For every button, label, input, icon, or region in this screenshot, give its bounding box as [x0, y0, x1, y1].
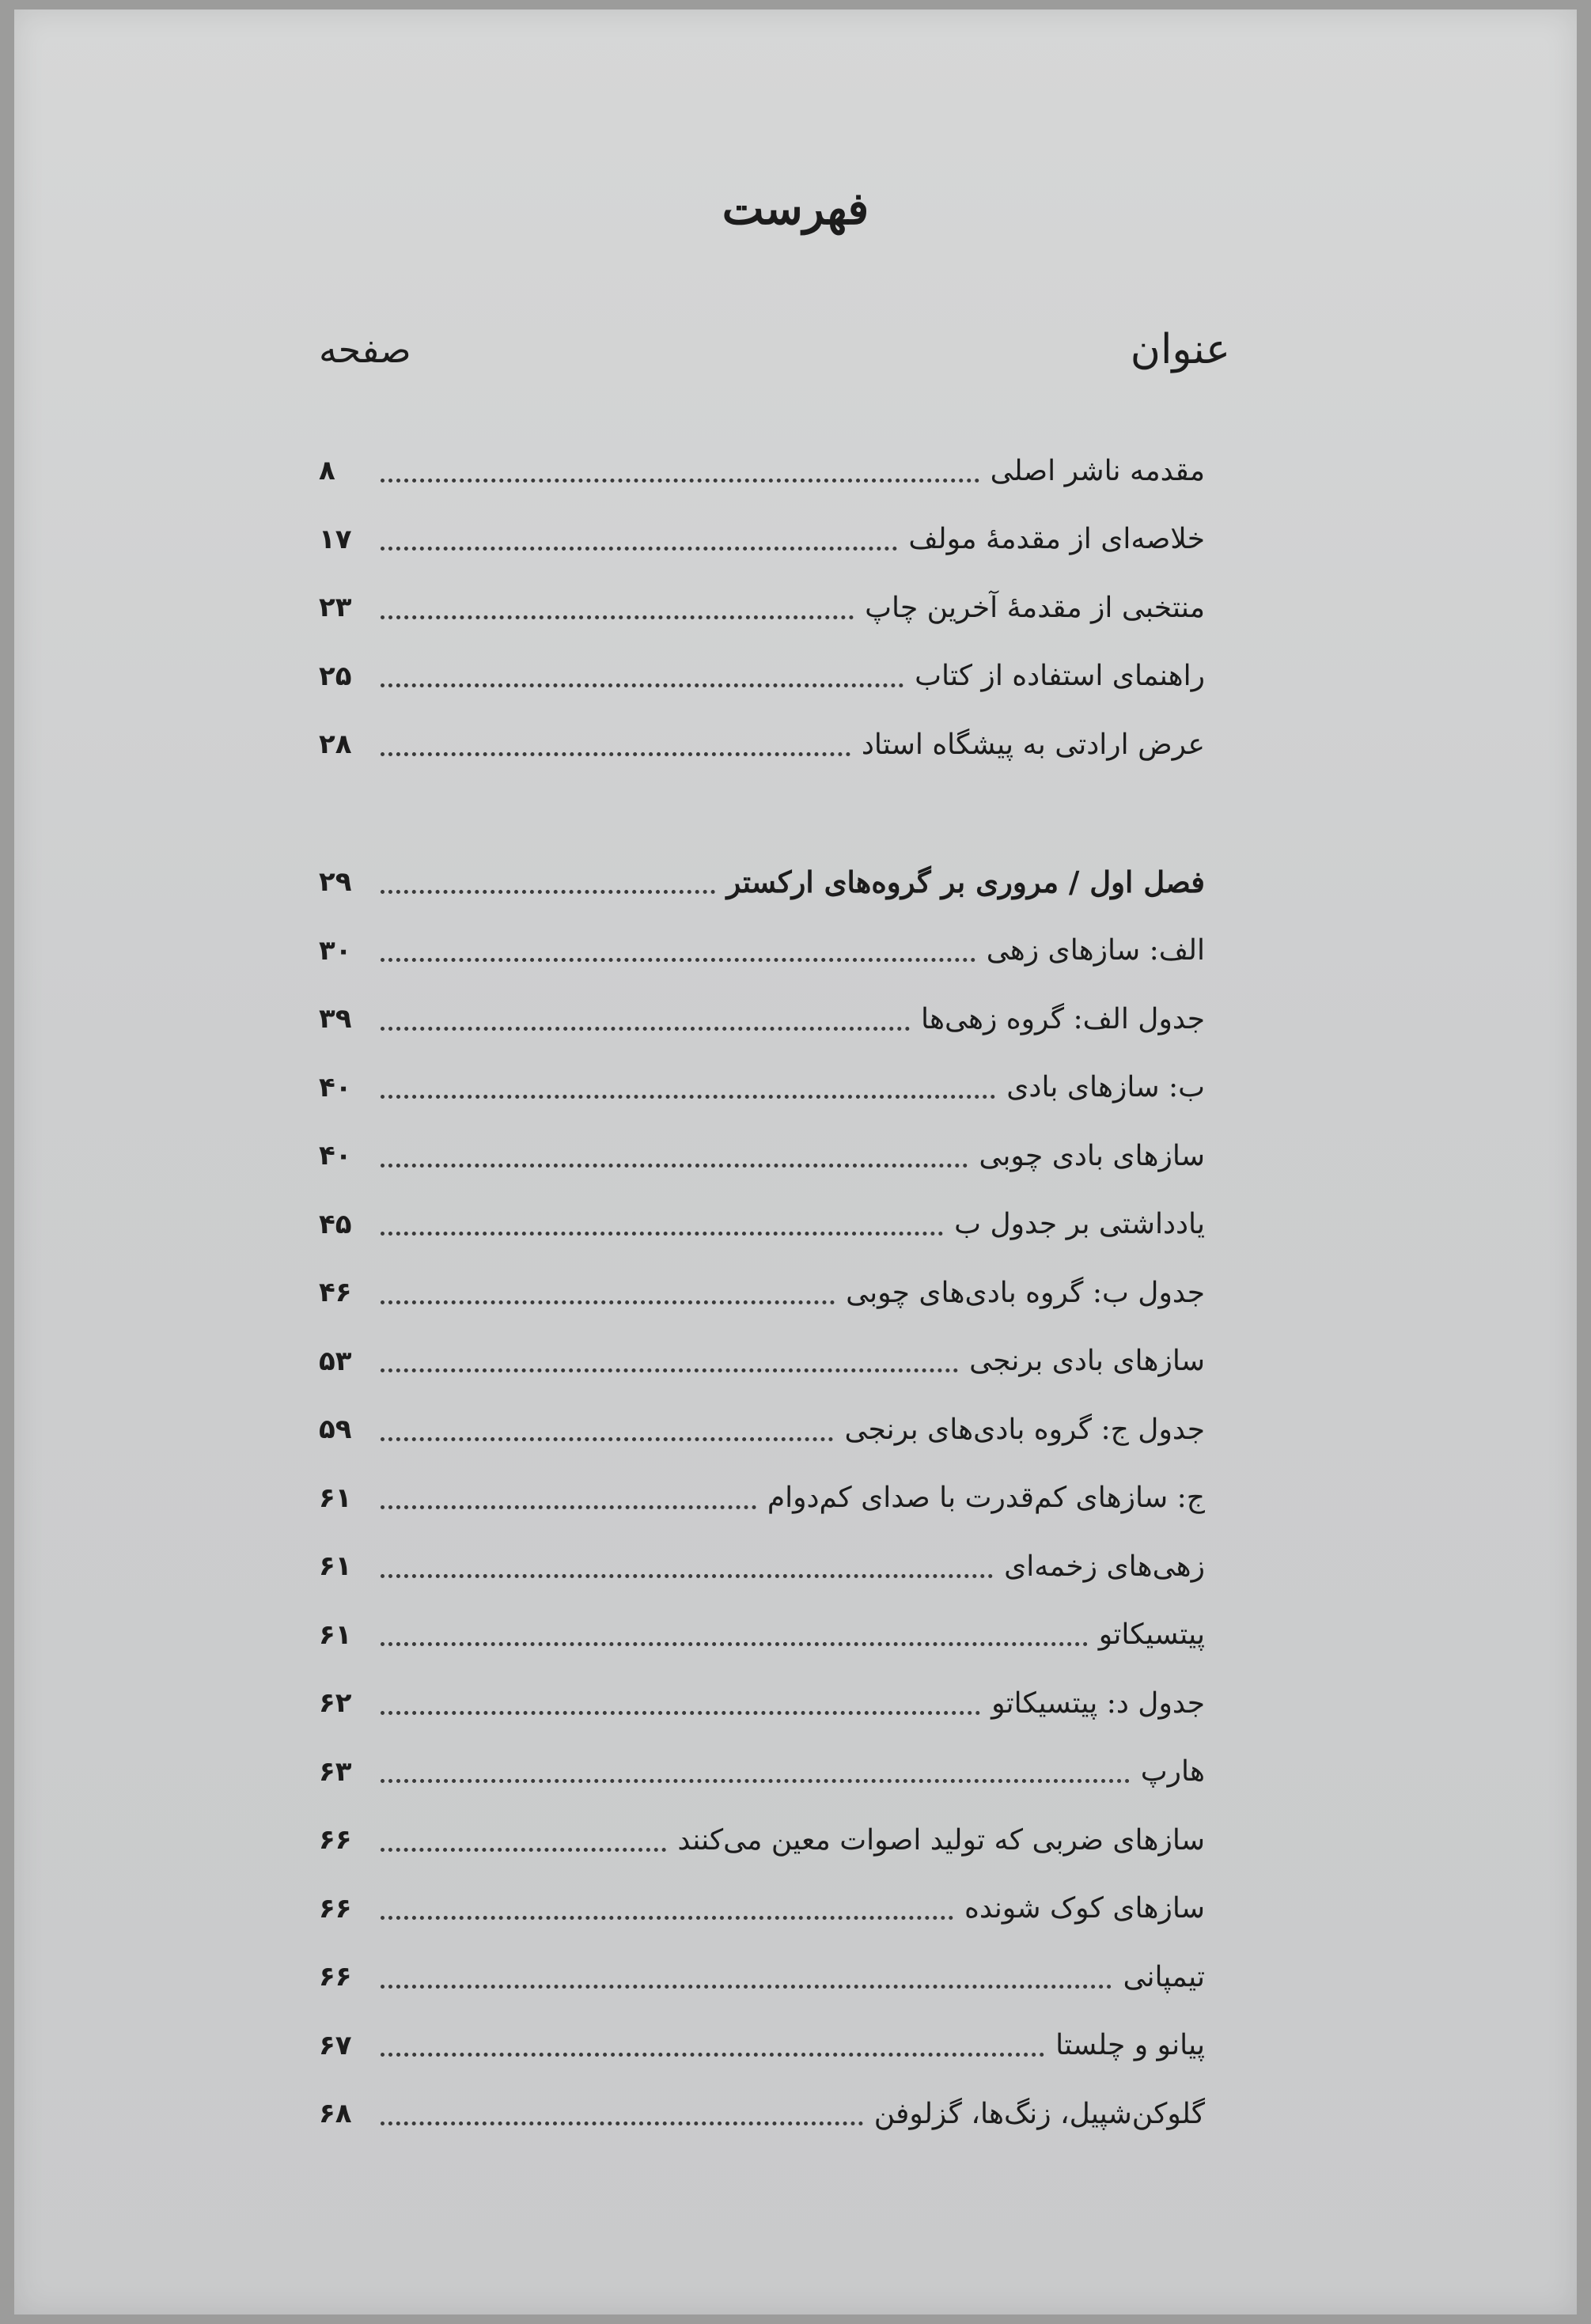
- dot-leader: [381, 1095, 995, 1099]
- toc-entry-label: پیانو و چلستا: [1055, 2029, 1205, 2062]
- toc-entry-page: ۲۸: [319, 729, 352, 761]
- dot-leader: [381, 1300, 835, 1304]
- toc-entry-label: گلوکن‌شپیل، زنگ‌ها، گزلوفن: [873, 2097, 1205, 2130]
- toc-entry-label: منتخبی از مقدمهٔ آخرین چاپ: [865, 591, 1205, 624]
- toc-entry: [319, 1875, 1205, 1944]
- dot-leader: [381, 1848, 666, 1852]
- toc-entry-label: پیتسیکاتو: [1098, 1618, 1205, 1652]
- dot-leader: [381, 615, 854, 619]
- dot-leader: [381, 752, 850, 756]
- dot-leader: [381, 1985, 1112, 1989]
- dot-leader: [381, 547, 897, 551]
- dot-leader: [381, 958, 975, 962]
- chapter-one-list: [319, 848, 1205, 2148]
- toc-entry: [319, 1738, 1205, 1807]
- toc-chapter-heading: [319, 848, 1205, 917]
- toc-entry-label: تیمپانی: [1123, 1960, 1205, 1993]
- toc-entry-label: ج: سازهای کم‌قدرت با صدای کم‌دوام: [767, 1482, 1205, 1515]
- toc-entry-page: ۶۷: [319, 2029, 352, 2061]
- toc-entry: [319, 642, 1205, 711]
- toc-entry: [319, 2012, 1205, 2080]
- dot-leader: [381, 1642, 1088, 1646]
- dot-leader: [381, 2122, 863, 2125]
- toc-entry-page: ۶۶: [319, 1892, 352, 1925]
- toc-header: [14, 318, 1577, 381]
- dot-leader: [381, 2053, 1044, 2057]
- dot-leader: [381, 683, 903, 687]
- page-column-heading: صفحه: [319, 328, 411, 371]
- toc-entry-page: ۶۶: [319, 1824, 352, 1857]
- toc-entry-page: ۶۸: [319, 2098, 352, 2130]
- toc-entry-page: ۵۳: [319, 1345, 352, 1377]
- toc-entry: [319, 1806, 1205, 1875]
- toc-entry-page: ۶۲: [319, 1687, 352, 1720]
- toc-entry: [319, 1601, 1205, 1670]
- toc-entry-label: جدول ب: گروه بادی‌های چوبی: [846, 1276, 1205, 1309]
- toc-entry-label: خلاصه‌ای از مقدمهٔ مولف: [908, 523, 1205, 556]
- toc-entry-page: ۴۰: [319, 1071, 352, 1103]
- toc-entry-label: راهنمای استفاده از کتاب: [915, 660, 1205, 693]
- toc-entry-page: ۶۱: [319, 1618, 352, 1651]
- toc-entry: [319, 1122, 1205, 1190]
- toc-entry: [319, 1669, 1205, 1738]
- toc-entry-label: سازهای ضربی که تولید اصوات معین می‌کنند: [677, 1823, 1205, 1857]
- toc-entry-label: الف: سازهای زهی: [986, 934, 1205, 967]
- toc-entry-page: ۳۹: [319, 1003, 352, 1035]
- toc-entry-label: سازهای بادی چوبی: [979, 1139, 1205, 1172]
- toc-entry-page: ۴۰: [319, 1140, 352, 1172]
- front-matter-list: [319, 437, 1205, 779]
- toc-entry-label: زهی‌های زخمه‌ای: [1004, 1550, 1205, 1583]
- toc-entry: [319, 1943, 1205, 2012]
- toc-entry-label: فصل اول / مروری بر گروه‌های ارکستر: [726, 865, 1205, 900]
- book-page: [14, 9, 1577, 2315]
- toc-entry: [319, 917, 1205, 986]
- toc-entry-page: ۲۹: [319, 866, 352, 899]
- toc-entry-label: سازهای بادی برنجی: [969, 1345, 1205, 1378]
- dot-leader: [381, 890, 715, 894]
- toc-entry-page: ۴۶: [319, 1277, 352, 1309]
- dot-leader: [381, 1505, 756, 1509]
- toc-entry: [319, 1327, 1205, 1396]
- toc-entry-page: ۱۷: [319, 523, 352, 555]
- dot-leader: [381, 1916, 953, 1920]
- toc-entry-page: ۶۳: [319, 1755, 352, 1788]
- toc-entry-page: ۲۳: [319, 592, 352, 624]
- toc-entry-page: ۴۵: [319, 1208, 352, 1240]
- toc-entry: [319, 1190, 1205, 1259]
- toc-entry-label: یادداشتی بر جدول ب: [954, 1208, 1205, 1241]
- dot-leader: [381, 1574, 993, 1578]
- dot-leader: [381, 1437, 833, 1441]
- dot-leader: [381, 1779, 1130, 1783]
- dot-leader: [381, 479, 979, 483]
- title-column-heading: عنوان: [1130, 326, 1230, 373]
- toc-entry-label: هارپ: [1140, 1755, 1205, 1788]
- toc-entry-page: ۳۰: [319, 934, 352, 967]
- toc-entry: [319, 2080, 1205, 2148]
- toc-entry-label: عرض ارادتی به پیشگاه استاد: [861, 728, 1205, 761]
- dot-leader: [381, 1711, 980, 1715]
- dot-leader: [381, 1368, 958, 1372]
- toc-entry-label: سازهای کوک شونده: [964, 1892, 1205, 1925]
- toc-entry-page: ۶۱: [319, 1482, 352, 1514]
- toc-entry: [319, 437, 1205, 505]
- page-title: فهرست: [722, 183, 869, 235]
- toc-entry-page: ۲۵: [319, 660, 352, 692]
- toc-entry-label: جدول الف: گروه زهی‌ها: [921, 1002, 1205, 1035]
- toc-entry: [319, 710, 1205, 779]
- toc-entry-label: جدول د: پیتسیکاتو: [991, 1686, 1205, 1720]
- toc-entry: [319, 1259, 1205, 1327]
- dot-leader: [381, 1164, 968, 1168]
- dot-leader: [381, 1232, 943, 1236]
- toc-entry: [319, 985, 1205, 1054]
- dot-leader: [381, 1027, 910, 1031]
- toc-entry-label: ب: سازهای بادی: [1006, 1071, 1205, 1104]
- toc-entry: [319, 1054, 1205, 1122]
- toc-entry-page: ۵۹: [319, 1414, 352, 1446]
- toc-entry: [319, 1532, 1205, 1601]
- toc-entry-label: جدول ج: گروه بادی‌های برنجی: [844, 1413, 1205, 1446]
- toc-entry: [319, 573, 1205, 642]
- toc-entry-page: ۸: [319, 455, 335, 487]
- toc-entry-page: ۶۶: [319, 1961, 352, 1993]
- toc-entry: [319, 1464, 1205, 1533]
- toc-entry: [319, 505, 1205, 574]
- toc-entry: [319, 1395, 1205, 1464]
- toc-entry-label: مقدمه ناشر اصلی: [990, 454, 1205, 487]
- toc-entry-page: ۶۱: [319, 1550, 352, 1583]
